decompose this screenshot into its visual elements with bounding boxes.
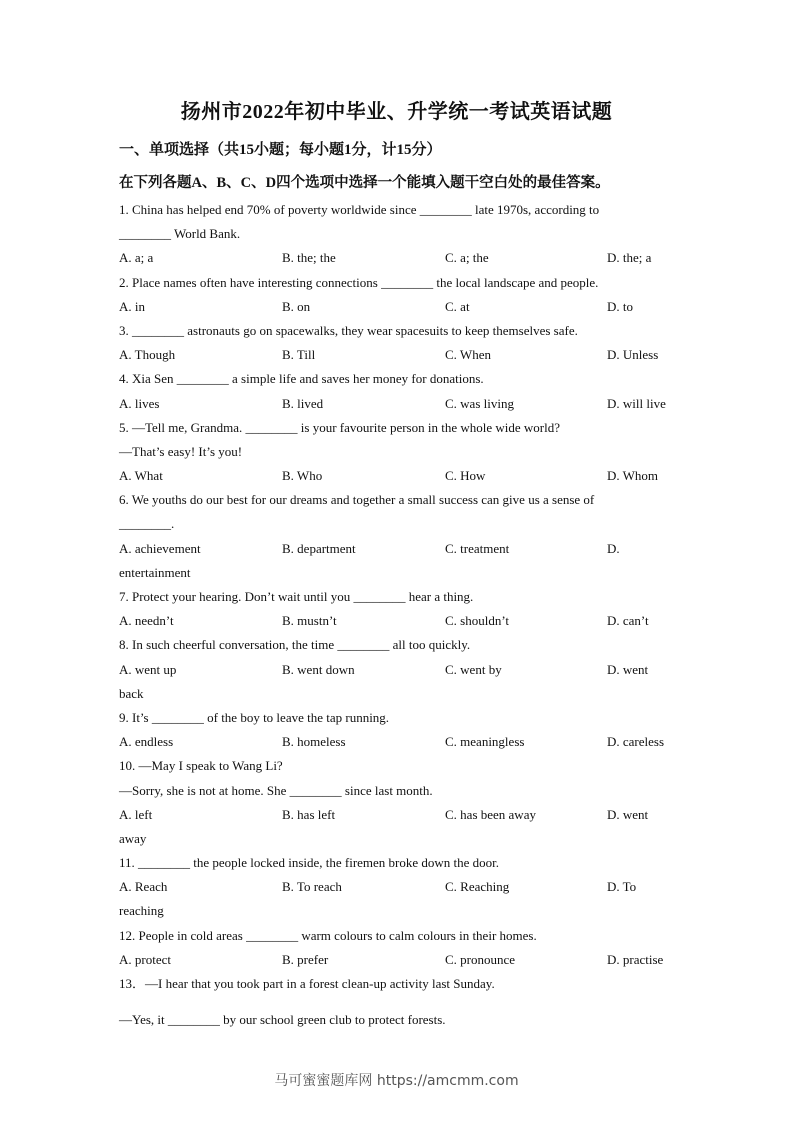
option-c: C. went by: [445, 661, 502, 677]
option-d: D. To: [607, 879, 637, 895]
question-5: [119, 416, 679, 489]
question-text: 3. ________ astronauts go on spacewalks, they wear spacesuits to keep themselves safe.: [119, 322, 578, 338]
option-c: C. has been away: [445, 806, 536, 822]
option-b: B. went down: [282, 661, 355, 677]
section-heading: 一、单项选择（共15小题；每小题1分，计15分）: [119, 142, 442, 158]
option-b: B. the; the: [282, 250, 336, 266]
option-d: D. can’t: [607, 613, 649, 629]
option-c: C. was living: [445, 395, 514, 411]
answer-options: [119, 730, 679, 754]
option-a: A. Though: [119, 347, 176, 363]
option-b: B. has left: [282, 806, 336, 822]
option-d: D. Unless: [607, 347, 659, 363]
option-b: B. on: [282, 298, 311, 314]
answer-options: [119, 658, 679, 682]
question-text: 12. People in cold areas ________ warm colours to calm colours in their homes.: [119, 927, 537, 943]
answer-options: [119, 537, 679, 561]
option-c: C. meaningless: [445, 734, 525, 750]
question-11: [119, 851, 679, 924]
question-text: 8. In such cheerful conversation, the time ________ all too quickly.: [119, 637, 471, 653]
question-6: [119, 488, 679, 585]
option-c: C. treatment: [445, 540, 510, 556]
question-text: 9. It’s ________ of the boy to leave the tap running.: [119, 709, 390, 725]
question-text: 5. —Tell me, Grandma. ________ is your favourite person in the whole wide world?: [119, 419, 560, 435]
answer-options: [119, 464, 679, 488]
answer-options: [119, 246, 679, 270]
question-12: [119, 924, 679, 972]
question-3: [119, 319, 679, 367]
option-b: B. department: [282, 540, 356, 556]
question-10: [119, 754, 679, 851]
question-text: 1. China has helped end 70% of poverty worldwide since ________ late 1970s, according to: [119, 202, 600, 217]
answer-options: [119, 609, 679, 633]
option-a: A. achievement: [119, 540, 201, 556]
question-text: 11. ________ the people locked inside, the firemen broke down the door.: [119, 855, 500, 871]
answer-options: [119, 295, 679, 319]
question-text: 4. Xia Sen ________ a simple life and saves her money for donations.: [119, 371, 484, 387]
option-b: B. mustn’t: [282, 613, 337, 629]
option-a: A. lives: [119, 395, 160, 411]
question-text: —Yes, it ________ by our school green club to protect forests.: [119, 1012, 446, 1028]
question-1: [119, 198, 679, 271]
option-d: D. to: [607, 298, 633, 314]
question-9: [119, 706, 679, 754]
option-b: B. homeless: [282, 734, 346, 750]
option-c: C. a; the: [445, 250, 489, 266]
answer-options: [119, 343, 679, 367]
question-7: [119, 585, 679, 633]
question-text: ________.: [119, 516, 175, 532]
option-d: D. practise: [607, 951, 664, 967]
option-a: A. Reach: [119, 879, 168, 895]
option-b: B. Who: [282, 468, 323, 484]
option-d: D. the; a: [607, 250, 652, 266]
footer-watermark: 马可蜜蜜题库网 https://amcmm.com: [274, 1073, 519, 1089]
answer-options: [119, 875, 679, 899]
option-d: D. went: [607, 661, 649, 677]
option-a: A. needn’t: [119, 613, 174, 629]
question-text: ________ World Bank.: [119, 226, 241, 242]
option-a: A. in: [119, 298, 145, 314]
option-a: A. protect: [119, 951, 171, 967]
option-d: D. went: [607, 806, 649, 822]
question-text: 10. —May I speak to Wang Li?: [119, 758, 283, 774]
option-a: A. a; a: [119, 250, 154, 266]
option-a: A. What: [119, 468, 163, 484]
question-2: [119, 271, 679, 319]
question-text: —Sorry, she is not at home. She ________ since last month.: [119, 782, 433, 798]
question-text: 7. Protect your hearing. Don’t wait until you ________ hear a thing.: [119, 589, 474, 604]
option-d: D. Whom: [607, 468, 659, 484]
question-8: [119, 633, 679, 706]
option-c: C. pronounce: [445, 951, 516, 967]
option-d-continued: back: [119, 685, 144, 701]
answer-options: [119, 948, 679, 972]
option-d: D. will live: [607, 395, 666, 411]
option-d-continued: away: [119, 830, 147, 846]
option-d: D. careless: [607, 734, 665, 750]
option-b: B. To reach: [282, 879, 342, 895]
option-a: A. went up: [119, 661, 177, 677]
answer-options: [119, 392, 679, 416]
answer-options: [119, 803, 679, 827]
option-b: B. lived: [282, 395, 324, 411]
question-list: [119, 198, 679, 1032]
question-4: [119, 367, 679, 415]
question-text: —That’s easy! It’s you!: [119, 443, 243, 459]
question-text: 2. Place names often have interesting connections ________ the local landscape and people.: [119, 274, 599, 290]
section-instruction: 在下列各题A、B、C、D四个选项中选择一个能填入题干空白处的最佳答案。: [119, 175, 610, 191]
option-a: A. left: [119, 806, 153, 822]
option-c: C. Reaching: [445, 879, 510, 895]
option-c: C. When: [445, 347, 491, 363]
option-b: B. Till: [282, 347, 316, 363]
option-d: D.: [607, 540, 620, 556]
option-c: C. How: [445, 468, 486, 484]
option-c: C. shouldn’t: [445, 613, 510, 629]
question-text: 6. We youths do our best for our dreams and together a small success can give us a sense of: [119, 492, 595, 508]
option-b: B. prefer: [282, 951, 329, 967]
option-a: A. endless: [119, 734, 174, 750]
option-d-continued: reaching: [119, 903, 164, 919]
option-d-continued: entertainment: [119, 564, 191, 580]
option-c: C. at: [445, 298, 470, 314]
question-text: 13．—I hear that you took part in a forest clean-up activity last Sunday.: [119, 976, 495, 991]
page-title: 扬州市2022年初中毕业、升学统一考试英语试题: [180, 101, 613, 123]
question-13: [119, 972, 679, 1032]
